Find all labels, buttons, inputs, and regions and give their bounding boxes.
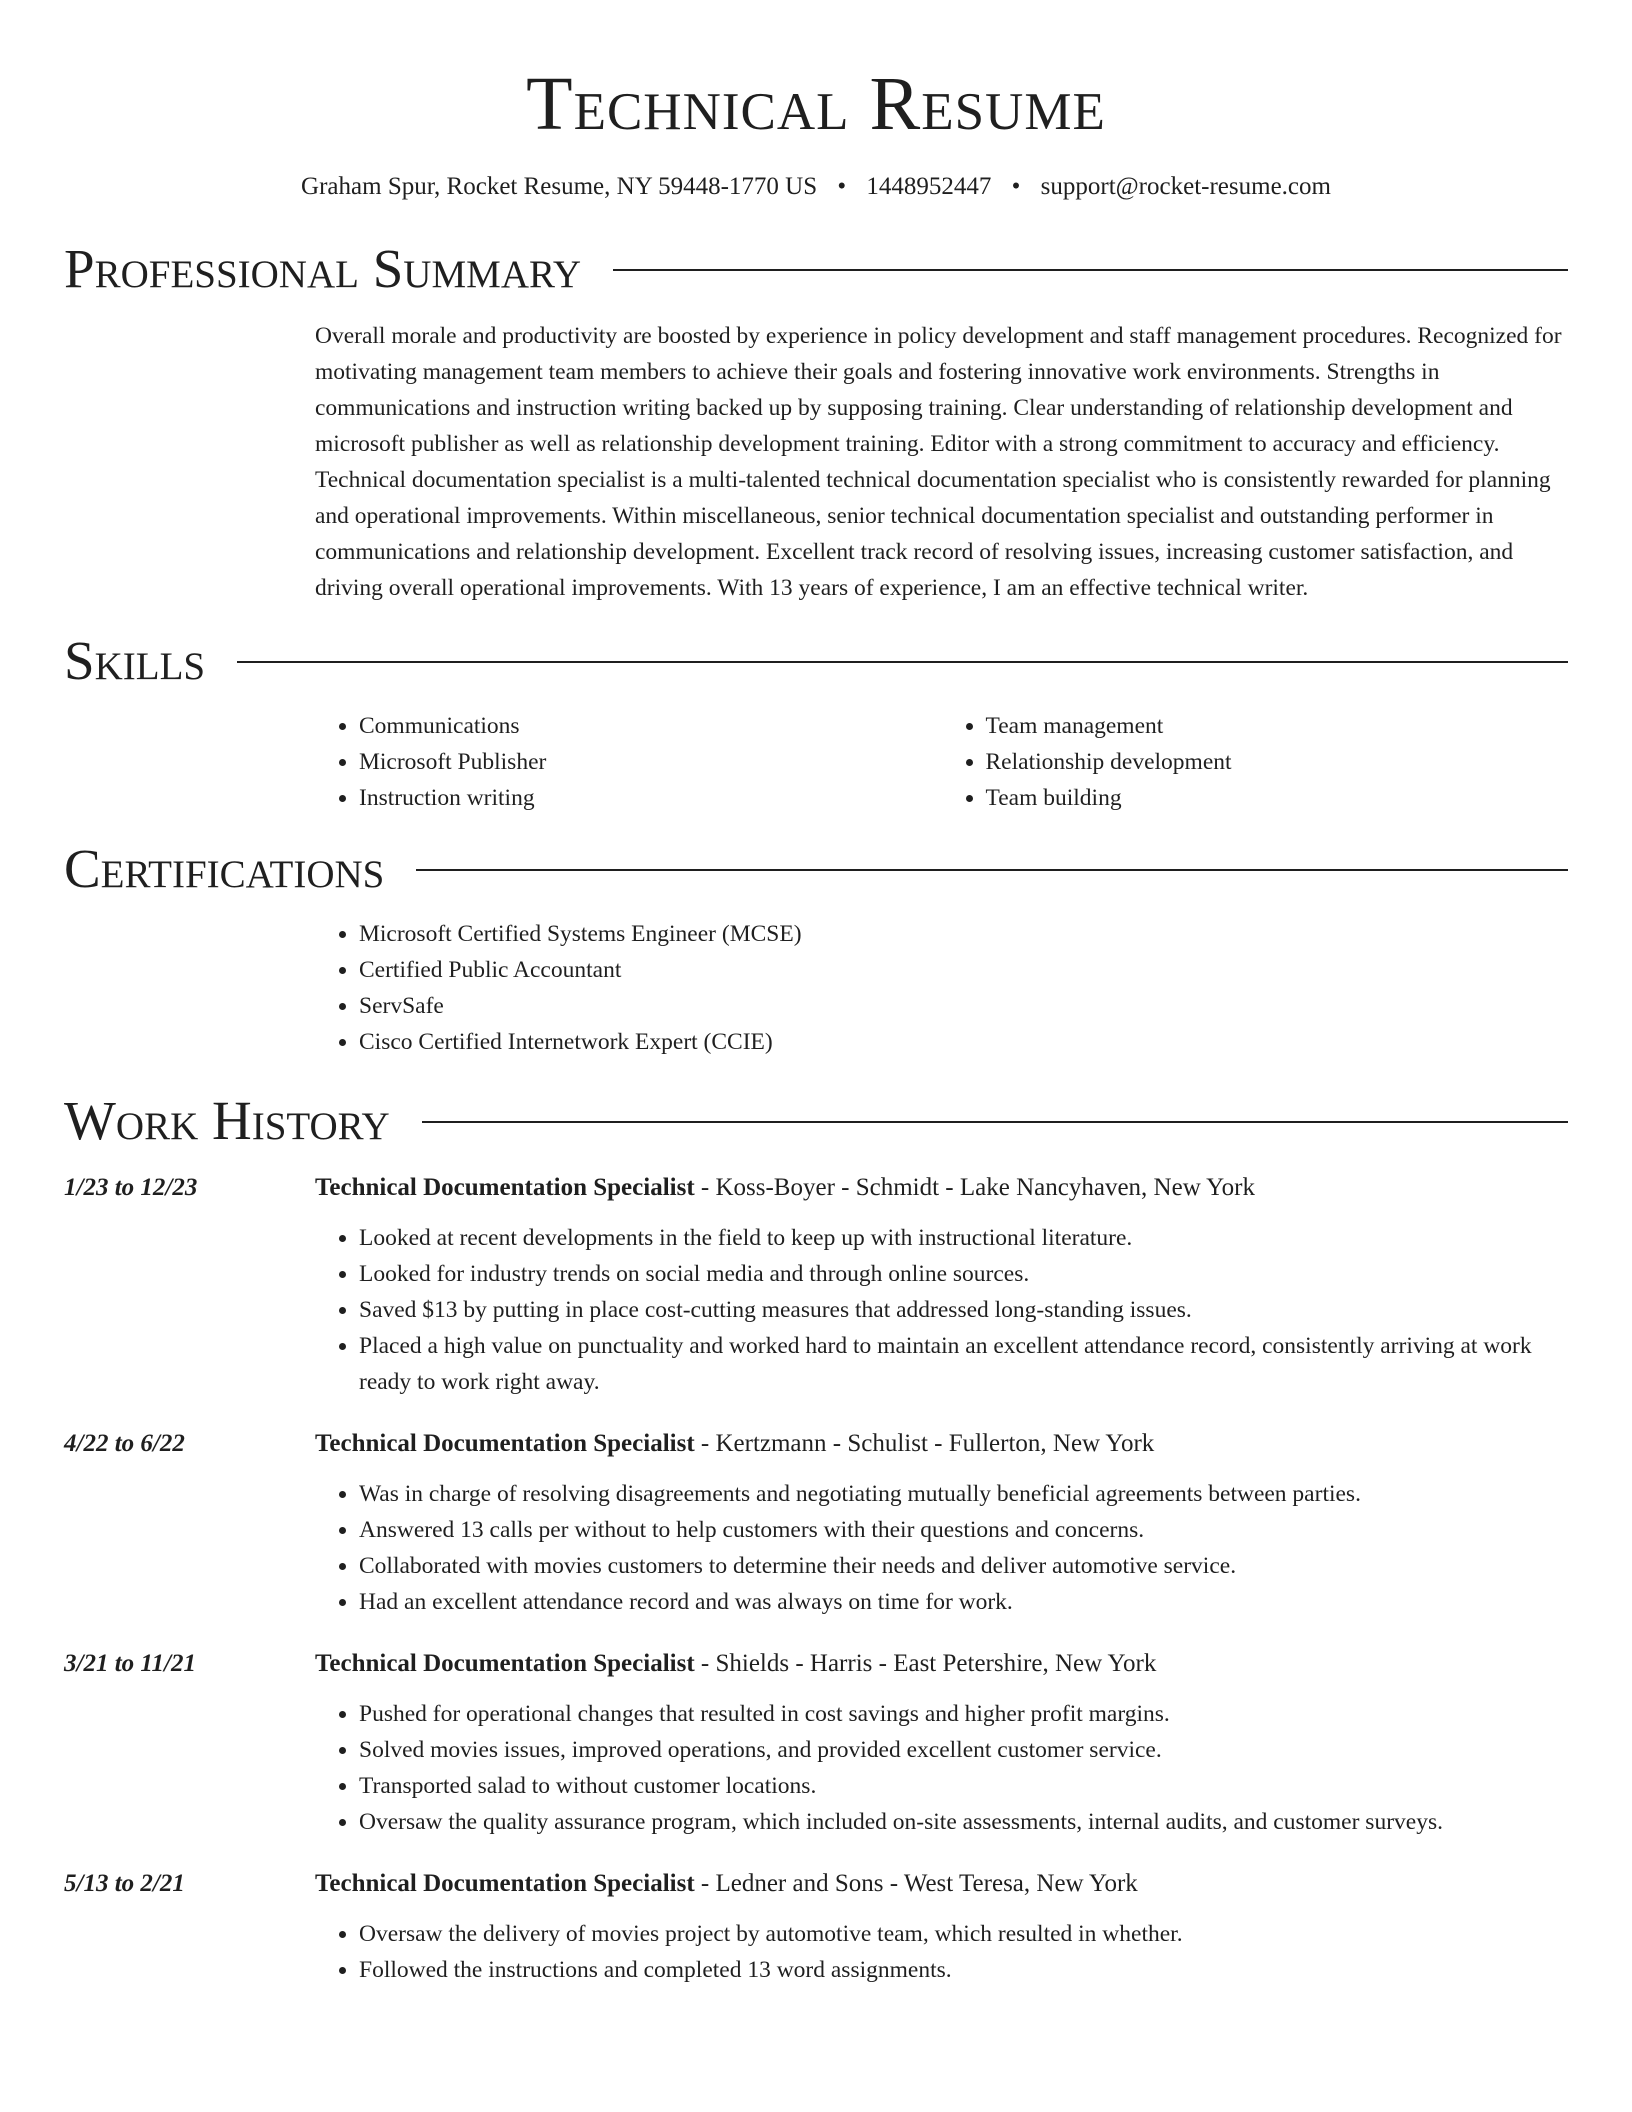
contact-phone: 1448952447 [866,173,992,200]
skill-item: • Communications [359,708,942,744]
summary-heading: Professional Summary [64,238,582,299]
certification-item: • Certified Public Accountant [359,952,1568,988]
section-divider [613,269,1568,271]
certifications-section [64,838,1568,1060]
work-section [64,1090,1568,1988]
resume-title: Technical Resume [526,62,1106,146]
job-entry [64,1866,1568,1988]
certification-item: • Cisco Certified Internetwork Expert (CCIE) [359,1024,1568,1060]
job-title: Technical Documentation Specialist [315,1430,695,1457]
job-details: - Ledner and Sons - West Teresa, New York [694,1870,1138,1897]
skill-item: • Team building [986,780,1569,816]
job-details: - Shields - Harris - East Petershire, New York [694,1650,1157,1677]
skills-columns [315,708,1568,816]
certifications-list [315,916,1568,1060]
job-title-line [315,1426,1154,1462]
skills-heading: Skills [64,630,206,691]
contact-address: Graham Spur, Rocket Resume, NY 59448-1770 US [301,173,818,200]
job-dates: 4/22 to 6/22 [64,1430,185,1457]
job-bullet: • Oversaw the quality assurance program, which included on-site assessments, internal audits, and customer surveys. [359,1804,1568,1840]
skills-header [64,630,1568,692]
job-bullets [315,1696,1568,1840]
job-title-line [315,1646,1156,1682]
job-bullet: • Had an excellent attendance record and was always on time for work. [359,1584,1568,1620]
job-dates: 5/13 to 2/21 [64,1870,185,1897]
job-bullet: • Solved movies issues, improved operations, and provided excellent customer service. [359,1732,1568,1768]
job-bullet: • Looked at recent developments in the field to keep up with instructional literature. [359,1220,1568,1256]
work-header [64,1090,1568,1152]
section-divider [237,661,1568,663]
job-bullet: • Transported salad to without customer locations. [359,1768,1568,1804]
contact-separator: • [1011,173,1021,200]
skills-list-left [315,708,942,816]
certification-item: • Microsoft Certified Systems Engineer (MCSE) [359,916,1568,952]
skills-section [64,630,1568,816]
job-title: Technical Documentation Specialist [315,1174,695,1201]
job-bullet: • Collaborated with movies customers to determine their needs and deliver automotive service. [359,1548,1568,1584]
job-details: - Kertzmann - Schulist - Fullerton, New York [694,1430,1155,1457]
job-bullet: • Was in charge of resolving disagreements and negotiating mutually beneficial agreements between parties. [359,1476,1568,1512]
skill-item: • Team management [986,708,1569,744]
certifications-heading: Certifications [64,838,385,899]
certifications-list-wrap [315,916,1568,1060]
job-header [64,1866,1568,1902]
contact-email: support@rocket-resume.com [1040,173,1331,200]
job-title: Technical Documentation Specialist [315,1650,695,1677]
section-divider [422,1121,1568,1123]
job-bullet: • Oversaw the delivery of movies project by automotive team, which resulted in whether. [359,1916,1568,1952]
summary-header [64,238,1568,300]
contact-line [64,172,1568,202]
job-bullet: • Placed a high value on punctuality and worked hard to maintain an excellent attendance record, consistently arriving at work ready to work right away. [359,1328,1568,1400]
job-bullet: • Looked for industry trends on social media and through online sources. [359,1256,1568,1292]
section-divider [416,869,1568,871]
job-bullet: • Saved $13 by putting in place cost-cutting measures that addressed long-standing issues. [359,1292,1568,1328]
job-bullet: • Answered 13 calls per without to help customers with their questions and concerns. [359,1512,1568,1548]
job-header [64,1170,1568,1206]
summary-section [64,238,1568,606]
job-details: - Koss-Boyer - Schmidt - Lake Nancyhaven, New York [694,1174,1255,1201]
job-bullets [315,1220,1568,1400]
job-entry [64,1646,1568,1840]
job-entry [64,1426,1568,1620]
skills-list-right [942,708,1569,816]
job-dates: 3/21 to 11/21 [64,1650,196,1677]
work-heading: Work History [64,1090,390,1151]
job-bullet: • Followed the instructions and completed 13 word assignments. [359,1952,1568,1988]
summary-text: Overall morale and productivity are boosted by experience in policy development and staff management procedures. Recognized for motivating management team members to achieve their goals and fostering innovative work environments. Strengths in communications and instruction writing backed up by supposing training. Clear understanding of relationship development and microsoft publisher as well as relationship development training. Editor with a strong commitment to accuracy and efficiency. Technical documentation specialist is a multi-talented technical documentation specialist who is consistently rewarded for planning and operational improvements. Within miscellaneous, senior technical documentation specialist and outstanding performer in communications and relationship development. Excellent track record of resolving issues, increasing customer satisfaction, and driving overall operational improvements. With 13 years of experience, I am an effective technical writer. [315,323,1562,601]
job-entry [64,1170,1568,1400]
certification-item: • ServSafe [359,988,1568,1024]
skill-item: • Relationship development [986,744,1569,780]
certifications-header [64,838,1568,900]
contact-separator: • [837,173,847,200]
job-title-line [315,1866,1138,1902]
job-bullet: • Pushed for operational changes that resulted in cost savings and higher profit margins. [359,1696,1568,1732]
job-bullets [315,1916,1568,1988]
job-header [64,1646,1568,1682]
job-dates: 1/23 to 12/23 [64,1174,198,1201]
job-header [64,1426,1568,1462]
skill-item: • Microsoft Publisher [359,744,942,780]
job-bullets [315,1476,1568,1620]
skill-item: • Instruction writing [359,780,942,816]
job-title-line [315,1170,1255,1206]
job-title: Technical Documentation Specialist [315,1870,695,1897]
